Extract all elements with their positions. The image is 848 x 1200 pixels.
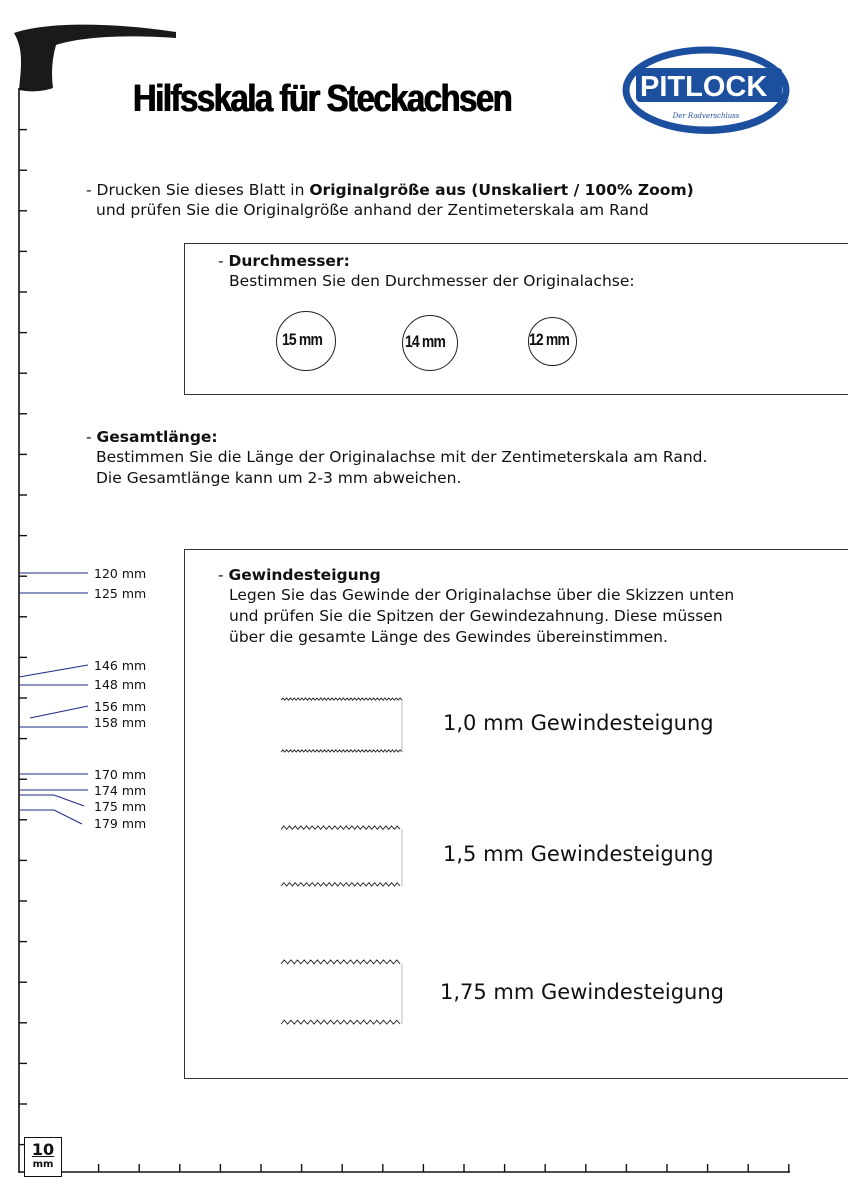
mark-174: 174 mm — [94, 783, 147, 798]
length-line-2: Die Gesamtlänge kann um 2-3 mm abweichen. — [96, 469, 462, 487]
thread-line-1: Legen Sie das Gewinde der Originalachse über die Skizzen unten — [229, 586, 735, 604]
thread-bottom-teeth — [281, 1020, 400, 1024]
thread-line-2: und prüfen Sie die Spitzen der Gewindezahnung. Diese müssen — [229, 607, 723, 625]
mark-158: 158 mm — [94, 715, 147, 730]
mark-125: 125 mm — [94, 586, 147, 601]
thread-sketch-1-0mm — [276, 696, 408, 758]
length-heading: - Gesamtlänge: — [86, 428, 218, 446]
length-line-1: Bestimmen Sie die Länge der Originalachse mit der Zentimeterskala am Rand. — [96, 448, 708, 466]
length-heading-text: Gesamtlänge: — [96, 428, 218, 446]
thread-bottom-teeth — [281, 750, 402, 752]
intro-line-2: und prüfen Sie die Originalgröße anhand der Zentimeterskala am Rand — [96, 201, 649, 219]
intro-line-1 — [86, 180, 694, 201]
mark-146: 146 mm — [94, 658, 147, 673]
thread-sketch-1-5mm — [276, 824, 408, 890]
intro-normal-text: - Drucken Sie dieses Blatt in — [86, 181, 310, 199]
scale-unit: mm — [32, 1159, 54, 1170]
logo-wordmark: PITLOCK — [640, 71, 768, 103]
diameter-text: Bestimmen Sie den Durchmesser der Originalachse: — [229, 272, 635, 290]
length-mark-lines — [0, 0, 160, 840]
thread-line-3: über die gesamte Länge des Gewindes übereinstimmen. — [229, 628, 668, 646]
thread-heading: - Gewindesteigung — [218, 566, 381, 584]
mark-120: 120 mm — [94, 566, 147, 581]
thread-top-teeth — [281, 698, 402, 700]
circle-label-14mm: 14 mm — [405, 332, 446, 351]
diameter-heading-text: Durchmesser: — [228, 252, 350, 270]
thread-top-teeth — [281, 826, 400, 829]
length-mark-line — [19, 795, 84, 806]
length-mark-line — [19, 665, 88, 677]
mark-175: 175 mm — [94, 799, 147, 814]
pitlock-logo — [620, 40, 796, 140]
diameter-heading: - Durchmesser: — [218, 252, 350, 270]
registered-mark: ® — [778, 70, 782, 75]
length-mark-line — [30, 706, 88, 718]
thread-heading-text: Gewindesteigung — [228, 566, 381, 584]
mark-170: 170 mm — [94, 767, 147, 782]
scale-unit-box — [24, 1137, 62, 1177]
circle-label-15mm: 15 mm — [282, 330, 323, 349]
logo-tagline: Der Radverschluss — [672, 112, 740, 120]
mark-148: 148 mm — [94, 677, 147, 692]
thread-sketch-1-75mm — [276, 958, 408, 1028]
pitch-label-1-5: 1,5 mm Gewindesteigung — [443, 842, 714, 866]
intro-bold-text: Originalgröße aus (Unskaliert / 100% Zoom) — [309, 181, 694, 199]
scale-unit-value: 10 — [31, 1140, 55, 1159]
thread-bottom-teeth — [281, 883, 400, 886]
length-mark-line — [19, 810, 82, 824]
thread-top-teeth — [281, 960, 400, 964]
circle-label-12mm: 12 mm — [529, 330, 570, 349]
mark-179: 179 mm — [94, 816, 147, 831]
pitch-label-1-0: 1,0 mm Gewindesteigung — [443, 711, 714, 735]
mark-156: 156 mm — [94, 699, 147, 714]
pitch-label-1-75: 1,75 mm Gewindesteigung — [440, 980, 724, 1004]
page-title: Hilfsskala für Steckachsen — [133, 78, 512, 120]
